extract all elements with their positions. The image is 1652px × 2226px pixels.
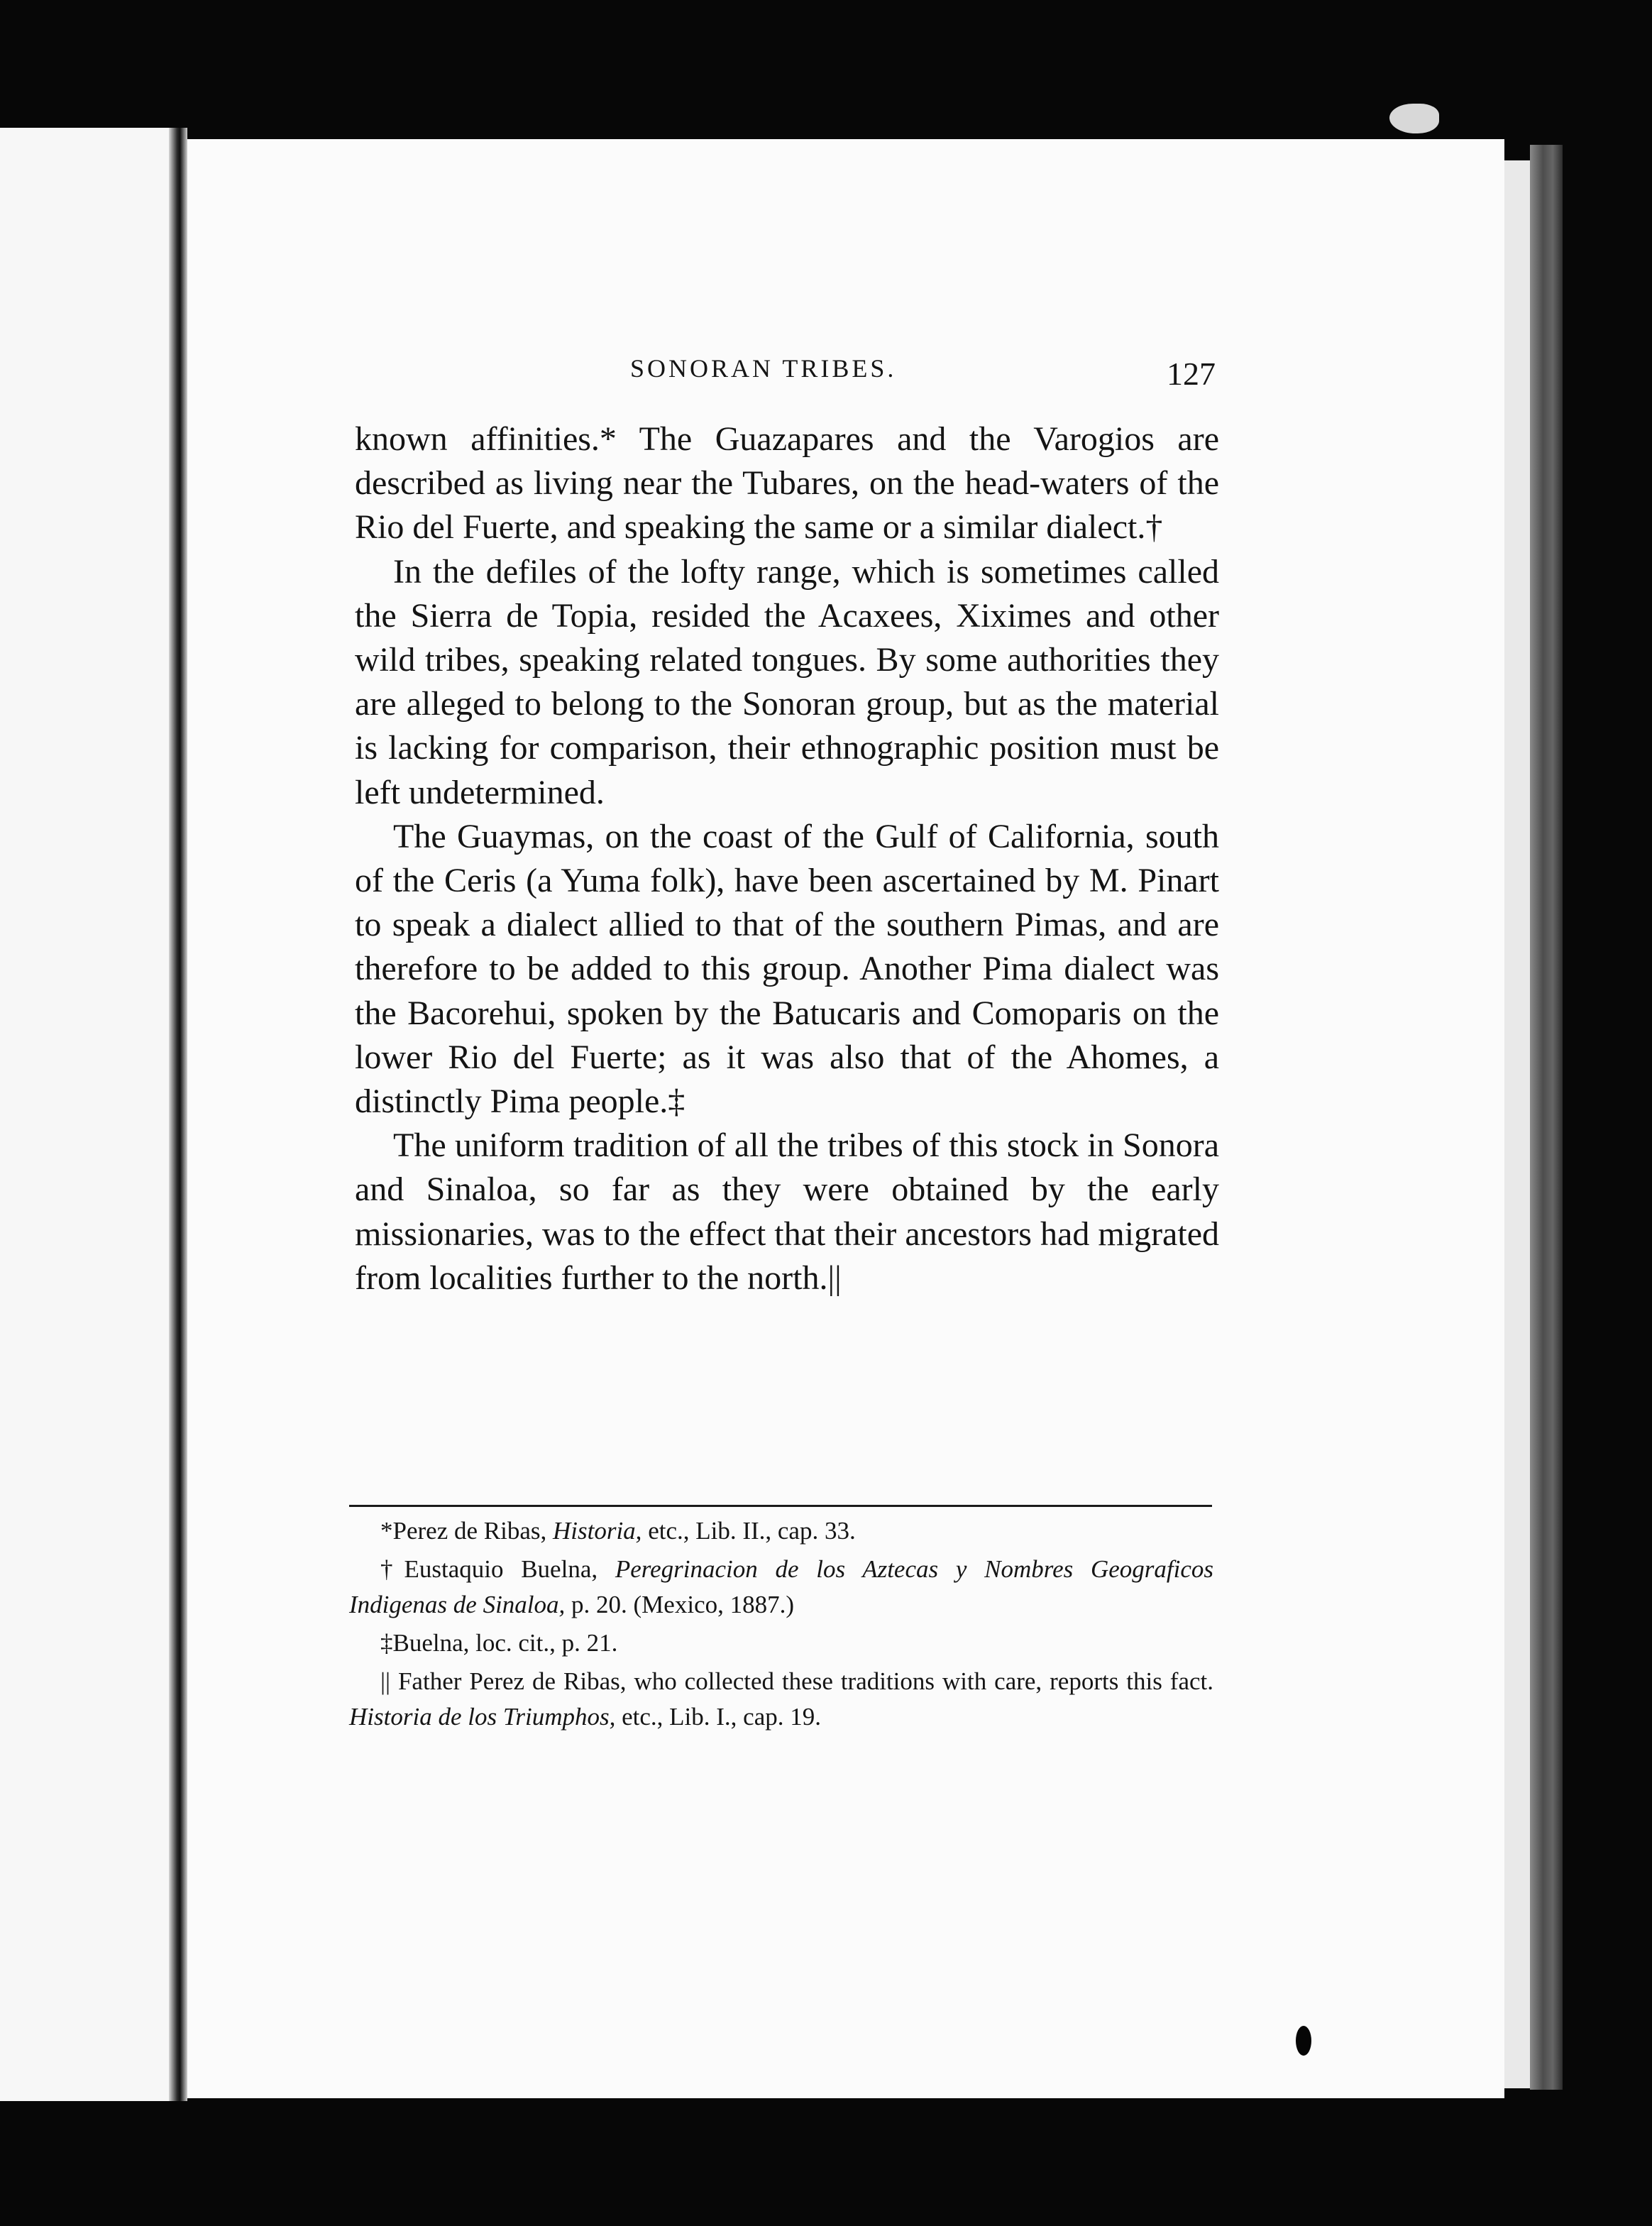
paragraph: The uniform tradition of all the tribes of this stock in Sonora and Sinaloa, so far as they were obtained by the early missionaries, was to the effect that their ancestors had migrated from localities further to the north.|| [355, 1126, 1219, 1297]
footnote-tail: p. 20. (Mexico, 1887.) [565, 1591, 795, 1618]
running-head: SONORAN TRIBES. [630, 354, 897, 383]
paragraph: known affinities.* The Guazapares and the Varogios are described as living near the Tubares, on the head-waters of the Rio del Fuerte, and speaking the same or a similar dialect.† [355, 420, 1219, 547]
book-gutter [169, 128, 187, 2101]
footnotes [349, 1513, 1213, 1738]
paragraph: In the defiles of the lofty range, which is sometimes called the Sierra de Topia, resided the Acaxees, Xiximes and other wild tribes, speaking related tongues. By some authorities they are alleged to belong to the Sonoran group, but as the material is lacking for comparison, their ethnographic position must be left undetermined. [355, 552, 1219, 811]
page-edge [1504, 160, 1530, 2088]
footnote-title: Historia, [552, 1517, 642, 1545]
book-cover-edge [1530, 145, 1563, 2090]
footnote-title: Historia de los Triumphos, [349, 1703, 616, 1731]
footnote-title: Peregrinacion de los Aztecas y Nombres Geograficos Indigenas de Sinaloa, [349, 1555, 1214, 1618]
footnote [349, 1664, 1213, 1735]
footnote-lead: || Father Perez de Ribas, who collected these traditions with care, reports this fact. [380, 1667, 1213, 1695]
footnote [349, 1552, 1213, 1623]
footnote-lead: †Eustaquio Buelna, [380, 1555, 615, 1583]
footnote-rule [349, 1505, 1212, 1507]
scan-artifact [1389, 104, 1439, 133]
footnote-lead: *Perez de Ribas, [380, 1517, 553, 1545]
page-number: 127 [1167, 356, 1216, 392]
footnote-lead: ‡Buelna, loc. cit., p. 21. [380, 1629, 618, 1657]
footnote [349, 1513, 1213, 1549]
paragraph: The Guaymas, on the coast of the Gulf of California, south of the Ceris (a Yuma folk), have been ascertained by M. Pinart to speak a dialect allied to that of the southern Pimas, and are therefore to be added to this group. Another Pima dialect was the Bacorehui, spoken by the Batucaris and Comoparis on the lower Rio del Fuerte; as it was also that of the Ahomes, a distinctly Pima people.‡ [355, 817, 1219, 1121]
left-page-edge [0, 128, 169, 2101]
footnote-tail: etc., Lib. II., cap. 33. [641, 1517, 856, 1545]
footnote [349, 1625, 1213, 1661]
ink-spot [1296, 2026, 1311, 2056]
footnote-tail: etc., Lib. I., cap. 19. [615, 1703, 821, 1731]
body-text [355, 417, 1219, 1300]
